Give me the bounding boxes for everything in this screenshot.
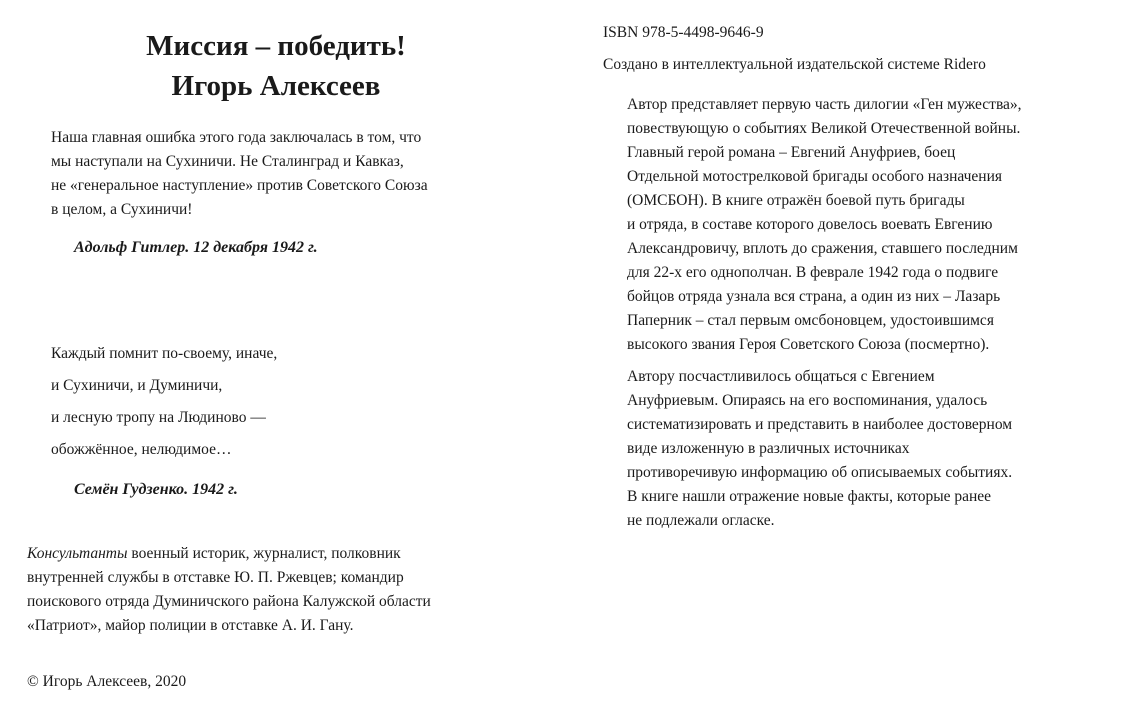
annotation-line: повествующую о событиях Великой Отечественной войны. <box>627 120 1021 137</box>
consultants-block <box>27 542 431 638</box>
poem-line: Каждый помнит по-своему, иначе, <box>51 345 278 362</box>
book-author: Игорь Алексеев <box>171 70 381 102</box>
annotation-line: Главный герой романа – Евгений Ануфриев, боец <box>627 144 956 161</box>
annotation-line: (ОМСБОН). В книге отражён боевой путь бригады <box>627 192 965 209</box>
annotation-line: не подлежали огласке. <box>627 512 775 529</box>
poem-attribution: Семён Гудзенко. 1942 г. <box>74 481 238 498</box>
epigraph-line: не «генеральное наступление» против Советского Союза <box>51 177 428 194</box>
copyright: © Игорь Алексеев, 2020 <box>27 673 187 690</box>
isbn: ISBN 978-5-4498-9646-9 <box>603 24 764 41</box>
annotation-line: систематизировать и представить в наиболее достоверном <box>627 416 1013 433</box>
annotation-line: бойцов отряда узнала вся страна, а один из них – Лазарь <box>627 288 1001 305</box>
book-title: Миссия – победить! <box>146 30 406 62</box>
annotation-paragraph-2 <box>627 365 1012 533</box>
publisher-note: Создано в интеллектуальной издательской системе Ridero <box>603 56 986 73</box>
epigraph-line: Наша главная ошибка этого года заключалась в том, что <box>51 129 422 146</box>
epigraph-line: в целом, а Сухиничи! <box>51 201 193 218</box>
consultants-text: военный историк, журналист, полковник <box>127 545 401 562</box>
annotation-line: Автор представляет первую часть дилогии «Ген мужества», <box>627 96 1022 113</box>
consultants-text: «Патриот», майор полиции в отставке А. И. Гану. <box>27 617 354 634</box>
annotation-line: Паперник – стал первым омсбоновцем, удостоившимся <box>627 312 994 329</box>
poem-line: и Сухиничи, и Думиничи, <box>51 377 223 394</box>
poem-line: и лесную тропу на Людиново — <box>51 409 266 426</box>
consultants-text: внутренней службы в отставке Ю. П. Ржевцев; командир <box>27 569 404 586</box>
annotation-line: Отдельной мотострелковой бригады особого назначения <box>627 168 1003 185</box>
epigraph-line: мы наступали на Сухиничи. Не Сталинград и Кавказ, <box>51 153 404 170</box>
annotation-line: и отряда, в составе которого довелось воевать Евгению <box>627 216 993 233</box>
annotation-line: В книге нашли отражение новые факты, которые ранее <box>627 488 992 505</box>
annotation-line: противоречивую информацию об описываемых событиях. <box>627 464 1013 481</box>
epigraph-attribution: Адольф Гитлер. 12 декабря 1942 г. <box>74 239 318 256</box>
poem-line: обожжённое, нелюдимое… <box>51 441 232 458</box>
annotation-line: Александровичу, вплоть до сражения, ставшего последним <box>627 240 1018 257</box>
annotation-line: высокого звания Героя Советского Союза (посмертно). <box>627 336 990 353</box>
consultants-text: поискового отряда Думиничского района Калужской области <box>27 593 431 610</box>
annotation-line: Автору посчастливилось общаться с Евгением <box>627 368 935 385</box>
consultants-label: Консультанты <box>27 545 128 562</box>
annotation-line: для 22-х его однополчан. В феврале 1942 года о подвиге <box>627 264 999 281</box>
annotation-line: Ануфриевым. Опираясь на его воспоминания, удалось <box>627 392 988 409</box>
annotation-line: виде изложенную в различных источниках <box>627 440 910 457</box>
annotation-paragraph-1 <box>627 93 1022 357</box>
